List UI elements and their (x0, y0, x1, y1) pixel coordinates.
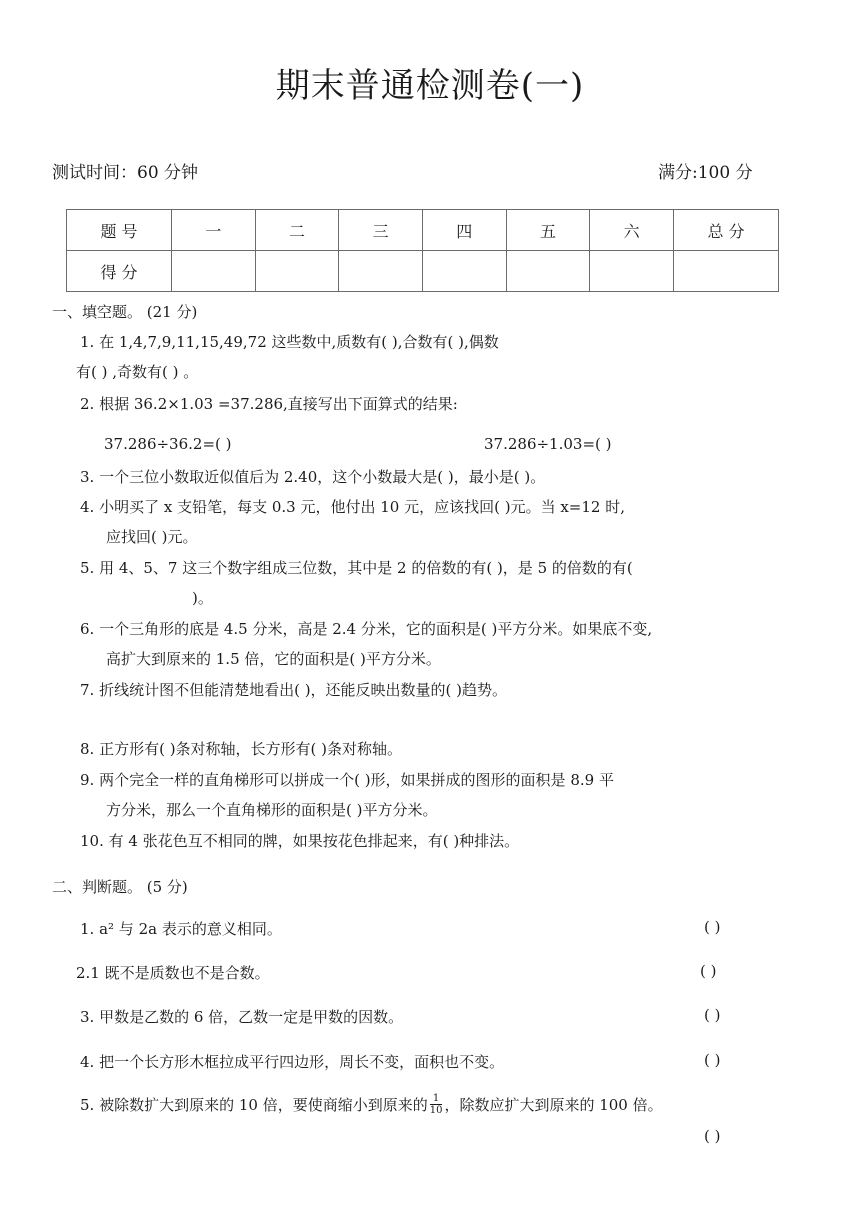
question-line: 2. 根据 36.2×1.03 =37.286,直接写出下面算式的结果: (80, 395, 458, 413)
section2-heading: 二、判断题。 (5 分) (52, 878, 188, 896)
judge-item: 3. 甲数是乙数的 6 倍，乙数一定是甲数的因数。 (80, 1008, 404, 1026)
question-line: 7. 折线统计图不但能清楚地看出( )，还能反映出数量的( )趋势。 (80, 681, 508, 699)
question-line: 1. 在 1,4,7,9,11,15,49,72 这些数中,质数有( ),合数有( ),偶数 (80, 333, 499, 351)
question-line: 有( ) ,奇数有( ) 。 (76, 363, 199, 381)
score-table-header-row (67, 210, 779, 251)
fraction-numerator: 1 (430, 1093, 443, 1105)
answer-paren[interactable]: ( ) (704, 1006, 721, 1024)
judge-item-5 (80, 1094, 663, 1118)
score-cell[interactable] (339, 251, 423, 292)
question-line: 应找回( )元。 (106, 528, 198, 546)
score-table-score-row (67, 251, 779, 292)
score-table-header-cell: 六 (590, 210, 674, 251)
section1-heading: 一、填空题。 (21 分) (52, 303, 198, 321)
score-table-header-cell: 题 号 (67, 210, 172, 251)
score-table-header-cell: 二 (255, 210, 339, 251)
score-cell[interactable] (172, 251, 256, 292)
test-time: 测试时间：60 分钟 (52, 163, 199, 183)
question-line: 8. 正方形有( )条对称轴，长方形有( )条对称轴。 (80, 740, 403, 758)
answer-paren[interactable]: ( ) (704, 918, 721, 936)
judge-item: 1. a² 与 2a 表示的意义相同。 (80, 920, 282, 938)
score-table-header-cell: 总 分 (674, 210, 779, 251)
question-line: 高扩大到原来的 1.5 倍，它的面积是( )平方分米。 (106, 650, 441, 668)
answer-paren[interactable]: ( ) (704, 1127, 721, 1145)
question-line: 4. 小明买了 x 支铅笔，每支 0.3 元，他付出 10 元，应该找回( )元。当 x=12 时, (80, 498, 625, 516)
question-line: 6. 一个三角形的底是 4.5 分米，高是 2.4 分米，它的面积是( )平方分米。如果底不变, (80, 620, 653, 638)
fraction-one-tenth (430, 1093, 443, 1116)
score-table-row-label: 得 分 (67, 251, 172, 292)
question-line: 9. 两个完全一样的直角梯形可以拼成一个( )形，如果拼成的图形的面积是 8.9 平 (80, 771, 614, 789)
score-table-header-cell: 三 (339, 210, 423, 251)
score-cell[interactable] (506, 251, 590, 292)
question-line: 37.286÷36.2=( ) (104, 435, 232, 453)
question-line: 37.286÷1.03=( ) (484, 435, 612, 453)
question-line: 10. 有 4 张花色互不相同的牌，如果按花色排起来，有( )种排法。 (80, 832, 520, 850)
question-line: )。 (192, 589, 213, 607)
question-line: 3. 一个三位小数取近似值后为 2.40，这个小数最大是( )，最小是( )。 (80, 468, 546, 486)
judge-item-5-text-after: ，除数应扩大到原来的 100 倍。 (444, 1096, 663, 1114)
score-table-header-cell: 五 (506, 210, 590, 251)
score-table (66, 209, 779, 292)
judge-item: 4. 把一个长方形木框拉成平行四边形，周长不变，面积也不变。 (80, 1053, 505, 1071)
question-line: 方分米，那么一个直角梯形的面积是( )平方分米。 (106, 801, 438, 819)
score-table-header-cell: 一 (172, 210, 256, 251)
score-table-header-cell: 四 (422, 210, 506, 251)
score-cell[interactable] (422, 251, 506, 292)
answer-paren[interactable]: ( ) (704, 1051, 721, 1069)
page-title: 期末普通检测卷(一) (275, 66, 585, 106)
score-cell[interactable] (590, 251, 674, 292)
judge-item-5-text-before: 5. 被除数扩大到原来的 10 倍，要使商缩小到原来的 (80, 1096, 428, 1114)
score-cell[interactable] (255, 251, 339, 292)
question-line: 5. 用 4、5、7 这三个数字组成三位数，其中是 2 的倍数的有( )，是 5 的倍数的有( (80, 559, 633, 577)
answer-paren[interactable]: ( ) (700, 962, 717, 980)
fraction-denominator: 10 (429, 1104, 443, 1116)
judge-item: 2.1 既不是质数也不是合数。 (76, 964, 270, 982)
full-score: 满分:100 分 (658, 163, 753, 183)
score-cell[interactable] (674, 251, 779, 292)
